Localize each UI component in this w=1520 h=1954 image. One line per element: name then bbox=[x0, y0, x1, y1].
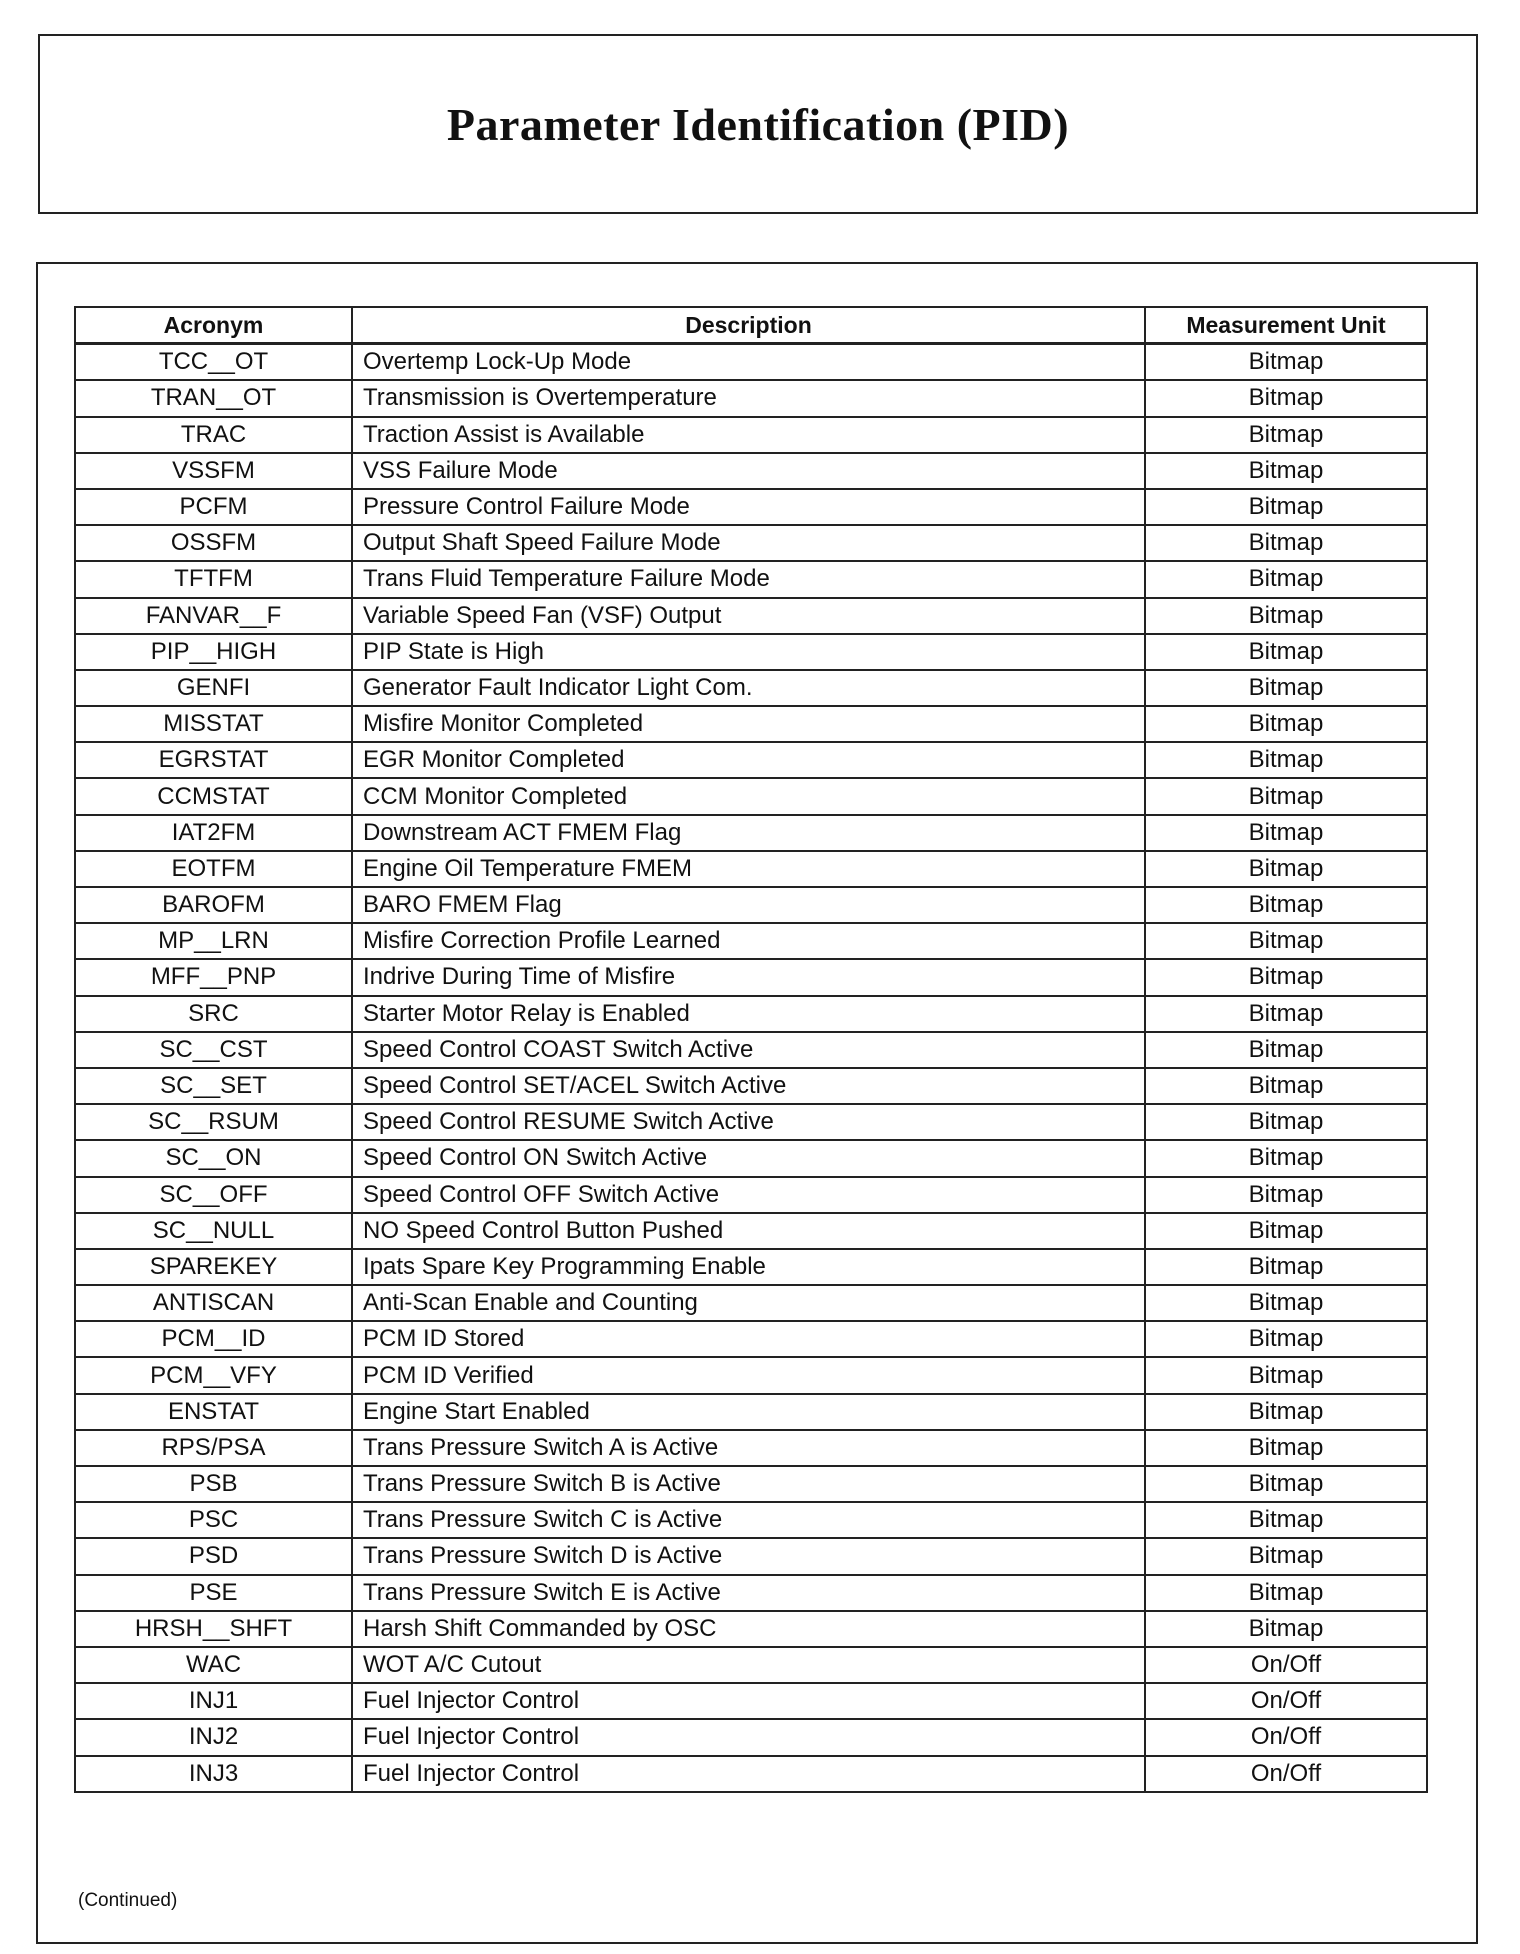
acronym-cell: TRAN__OT bbox=[75, 380, 352, 416]
measurement-unit-cell: Bitmap bbox=[1145, 742, 1427, 778]
acronym-cell: EOTFM bbox=[75, 851, 352, 887]
description-cell: Misfire Correction Profile Learned bbox=[352, 923, 1145, 959]
description-cell: Traction Assist is Available bbox=[352, 417, 1145, 453]
description-cell: BARO FMEM Flag bbox=[352, 887, 1145, 923]
acronym-cell: PSC bbox=[75, 1502, 352, 1538]
table-row bbox=[75, 1032, 1427, 1068]
description-cell: Engine Oil Temperature FMEM bbox=[352, 851, 1145, 887]
description-cell: Overtemp Lock-Up Mode bbox=[352, 344, 1145, 381]
description-cell: CCM Monitor Completed bbox=[352, 778, 1145, 814]
table-row bbox=[75, 489, 1427, 525]
measurement-unit-cell: Bitmap bbox=[1145, 815, 1427, 851]
description-cell: Speed Control COAST Switch Active bbox=[352, 1032, 1145, 1068]
acronym-cell: CCMSTAT bbox=[75, 778, 352, 814]
measurement-unit-cell: Bitmap bbox=[1145, 598, 1427, 634]
acronym-cell: PSE bbox=[75, 1575, 352, 1611]
description-cell: NO Speed Control Button Pushed bbox=[352, 1213, 1145, 1249]
measurement-unit-cell: Bitmap bbox=[1145, 634, 1427, 670]
acronym-cell: SC__SET bbox=[75, 1068, 352, 1104]
description-cell: Harsh Shift Commanded by OSC bbox=[352, 1611, 1145, 1647]
table-row bbox=[75, 598, 1427, 634]
table-row bbox=[75, 996, 1427, 1032]
measurement-unit-cell: Bitmap bbox=[1145, 851, 1427, 887]
measurement-unit-cell: Bitmap bbox=[1145, 453, 1427, 489]
header-description: Description bbox=[352, 307, 1145, 344]
acronym-cell: GENFI bbox=[75, 670, 352, 706]
table-row bbox=[75, 1647, 1427, 1683]
description-cell: VSS Failure Mode bbox=[352, 453, 1145, 489]
table-row bbox=[75, 670, 1427, 706]
acronym-cell: MP__LRN bbox=[75, 923, 352, 959]
measurement-unit-cell: Bitmap bbox=[1145, 1177, 1427, 1213]
description-cell: Speed Control OFF Switch Active bbox=[352, 1177, 1145, 1213]
measurement-unit-cell: Bitmap bbox=[1145, 561, 1427, 597]
acronym-cell: INJ3 bbox=[75, 1756, 352, 1792]
measurement-unit-cell: Bitmap bbox=[1145, 344, 1427, 381]
acronym-cell: WAC bbox=[75, 1647, 352, 1683]
table-header-row bbox=[75, 307, 1427, 344]
description-cell: Trans Pressure Switch D is Active bbox=[352, 1538, 1145, 1574]
table-row bbox=[75, 742, 1427, 778]
description-cell: Generator Fault Indicator Light Com. bbox=[352, 670, 1145, 706]
description-cell: Trans Pressure Switch C is Active bbox=[352, 1502, 1145, 1538]
measurement-unit-cell: Bitmap bbox=[1145, 1466, 1427, 1502]
table-body bbox=[75, 344, 1427, 1792]
measurement-unit-cell: Bitmap bbox=[1145, 778, 1427, 814]
acronym-cell: OSSFM bbox=[75, 525, 352, 561]
table-row bbox=[75, 887, 1427, 923]
measurement-unit-cell: Bitmap bbox=[1145, 380, 1427, 416]
table-row bbox=[75, 959, 1427, 995]
table-row bbox=[75, 1285, 1427, 1321]
table-row bbox=[75, 923, 1427, 959]
acronym-cell: IAT2FM bbox=[75, 815, 352, 851]
description-cell: PCM ID Stored bbox=[352, 1321, 1145, 1357]
acronym-cell: PIP__HIGH bbox=[75, 634, 352, 670]
measurement-unit-cell: Bitmap bbox=[1145, 1285, 1427, 1321]
table-row bbox=[75, 525, 1427, 561]
measurement-unit-cell: Bitmap bbox=[1145, 417, 1427, 453]
description-cell: Speed Control SET/ACEL Switch Active bbox=[352, 1068, 1145, 1104]
acronym-cell: TFTFM bbox=[75, 561, 352, 597]
acronym-cell: SC__RSUM bbox=[75, 1104, 352, 1140]
table-row bbox=[75, 1357, 1427, 1393]
acronym-cell: SC__OFF bbox=[75, 1177, 352, 1213]
acronym-cell: INJ2 bbox=[75, 1719, 352, 1755]
table-row bbox=[75, 1611, 1427, 1647]
measurement-unit-cell: Bitmap bbox=[1145, 887, 1427, 923]
table-row bbox=[75, 1140, 1427, 1176]
description-cell: Ipats Spare Key Programming Enable bbox=[352, 1249, 1145, 1285]
acronym-cell: TRAC bbox=[75, 417, 352, 453]
description-cell: PCM ID Verified bbox=[352, 1357, 1145, 1393]
measurement-unit-cell: Bitmap bbox=[1145, 1249, 1427, 1285]
description-cell: Speed Control RESUME Switch Active bbox=[352, 1104, 1145, 1140]
acronym-cell: SC__CST bbox=[75, 1032, 352, 1068]
table-row bbox=[75, 1719, 1427, 1755]
acronym-cell: SC__ON bbox=[75, 1140, 352, 1176]
table-row bbox=[75, 380, 1427, 416]
acronym-cell: ANTISCAN bbox=[75, 1285, 352, 1321]
continued-note: (Continued) bbox=[78, 1890, 178, 1911]
title-box bbox=[38, 34, 1478, 214]
acronym-cell: PCFM bbox=[75, 489, 352, 525]
acronym-cell: TCC__OT bbox=[75, 344, 352, 381]
table-row bbox=[75, 417, 1427, 453]
table-row bbox=[75, 1068, 1427, 1104]
acronym-cell: SC__NULL bbox=[75, 1213, 352, 1249]
table-row bbox=[75, 1466, 1427, 1502]
description-cell: Engine Start Enabled bbox=[352, 1394, 1145, 1430]
description-cell: Downstream ACT FMEM Flag bbox=[352, 815, 1145, 851]
table-panel bbox=[36, 262, 1478, 1944]
acronym-cell: FANVAR__F bbox=[75, 598, 352, 634]
measurement-unit-cell: Bitmap bbox=[1145, 1394, 1427, 1430]
table-row bbox=[75, 1538, 1427, 1574]
measurement-unit-cell: Bitmap bbox=[1145, 1502, 1427, 1538]
description-cell: Output Shaft Speed Failure Mode bbox=[352, 525, 1145, 561]
table-row bbox=[75, 706, 1427, 742]
measurement-unit-cell: Bitmap bbox=[1145, 1140, 1427, 1176]
table-row bbox=[75, 1430, 1427, 1466]
table-row bbox=[75, 851, 1427, 887]
table-row bbox=[75, 561, 1427, 597]
acronym-cell: PCM__ID bbox=[75, 1321, 352, 1357]
table-row bbox=[75, 1683, 1427, 1719]
measurement-unit-cell: On/Off bbox=[1145, 1683, 1427, 1719]
description-cell: Fuel Injector Control bbox=[352, 1719, 1145, 1755]
description-cell: Anti-Scan Enable and Counting bbox=[352, 1285, 1145, 1321]
header-acronym: Acronym bbox=[75, 307, 352, 344]
acronym-cell: RPS/PSA bbox=[75, 1430, 352, 1466]
measurement-unit-cell: Bitmap bbox=[1145, 1575, 1427, 1611]
table-row bbox=[75, 453, 1427, 489]
measurement-unit-cell: Bitmap bbox=[1145, 489, 1427, 525]
table-row bbox=[75, 1213, 1427, 1249]
measurement-unit-cell: Bitmap bbox=[1145, 1611, 1427, 1647]
acronym-cell: PCM__VFY bbox=[75, 1357, 352, 1393]
measurement-unit-cell: Bitmap bbox=[1145, 1430, 1427, 1466]
table-row bbox=[75, 815, 1427, 851]
measurement-unit-cell: Bitmap bbox=[1145, 959, 1427, 995]
description-cell: Fuel Injector Control bbox=[352, 1683, 1145, 1719]
pid-table bbox=[74, 306, 1428, 1793]
measurement-unit-cell: On/Off bbox=[1145, 1647, 1427, 1683]
acronym-cell: HRSH__SHFT bbox=[75, 1611, 352, 1647]
measurement-unit-cell: Bitmap bbox=[1145, 1357, 1427, 1393]
table-row bbox=[75, 1249, 1427, 1285]
table-row bbox=[75, 1321, 1427, 1357]
acronym-cell: MFF__PNP bbox=[75, 959, 352, 995]
measurement-unit-cell: Bitmap bbox=[1145, 1213, 1427, 1249]
description-cell: Transmission is Overtemperature bbox=[352, 380, 1145, 416]
description-cell: Variable Speed Fan (VSF) Output bbox=[352, 598, 1145, 634]
description-cell: PIP State is High bbox=[352, 634, 1145, 670]
measurement-unit-cell: On/Off bbox=[1145, 1719, 1427, 1755]
measurement-unit-cell: Bitmap bbox=[1145, 1321, 1427, 1357]
acronym-cell: VSSFM bbox=[75, 453, 352, 489]
measurement-unit-cell: Bitmap bbox=[1145, 1032, 1427, 1068]
description-cell: Trans Pressure Switch B is Active bbox=[352, 1466, 1145, 1502]
description-cell: EGR Monitor Completed bbox=[352, 742, 1145, 778]
measurement-unit-cell: Bitmap bbox=[1145, 706, 1427, 742]
measurement-unit-cell: On/Off bbox=[1145, 1756, 1427, 1792]
acronym-cell: PSB bbox=[75, 1466, 352, 1502]
acronym-cell: SPAREKEY bbox=[75, 1249, 352, 1285]
description-cell: Misfire Monitor Completed bbox=[352, 706, 1145, 742]
measurement-unit-cell: Bitmap bbox=[1145, 1538, 1427, 1574]
table-row bbox=[75, 1104, 1427, 1140]
acronym-cell: BAROFM bbox=[75, 887, 352, 923]
acronym-cell: SRC bbox=[75, 996, 352, 1032]
table-row bbox=[75, 1575, 1427, 1611]
acronym-cell: INJ1 bbox=[75, 1683, 352, 1719]
measurement-unit-cell: Bitmap bbox=[1145, 1104, 1427, 1140]
description-cell: Trans Pressure Switch A is Active bbox=[352, 1430, 1145, 1466]
description-cell: Trans Pressure Switch E is Active bbox=[352, 1575, 1145, 1611]
acronym-cell: ENSTAT bbox=[75, 1394, 352, 1430]
measurement-unit-cell: Bitmap bbox=[1145, 996, 1427, 1032]
table-row bbox=[75, 1177, 1427, 1213]
measurement-unit-cell: Bitmap bbox=[1145, 923, 1427, 959]
table-row bbox=[75, 1394, 1427, 1430]
table-row bbox=[75, 634, 1427, 670]
measurement-unit-cell: Bitmap bbox=[1145, 525, 1427, 561]
acronym-cell: MISSTAT bbox=[75, 706, 352, 742]
description-cell: Indrive During Time of Misfire bbox=[352, 959, 1145, 995]
header-measurement-unit: Measurement Unit bbox=[1145, 307, 1427, 344]
page-title: Parameter Identification (PID) bbox=[446, 98, 1070, 150]
table-row bbox=[75, 1756, 1427, 1792]
table-row bbox=[75, 1502, 1427, 1538]
description-cell: Speed Control ON Switch Active bbox=[352, 1140, 1145, 1176]
acronym-cell: PSD bbox=[75, 1538, 352, 1574]
description-cell: WOT A/C Cutout bbox=[352, 1647, 1145, 1683]
description-cell: Starter Motor Relay is Enabled bbox=[352, 996, 1145, 1032]
measurement-unit-cell: Bitmap bbox=[1145, 1068, 1427, 1104]
description-cell: Fuel Injector Control bbox=[352, 1756, 1145, 1792]
measurement-unit-cell: Bitmap bbox=[1145, 670, 1427, 706]
table-row bbox=[75, 344, 1427, 381]
acronym-cell: EGRSTAT bbox=[75, 742, 352, 778]
description-cell: Trans Fluid Temperature Failure Mode bbox=[352, 561, 1145, 597]
description-cell: Pressure Control Failure Mode bbox=[352, 489, 1145, 525]
table-row bbox=[75, 778, 1427, 814]
